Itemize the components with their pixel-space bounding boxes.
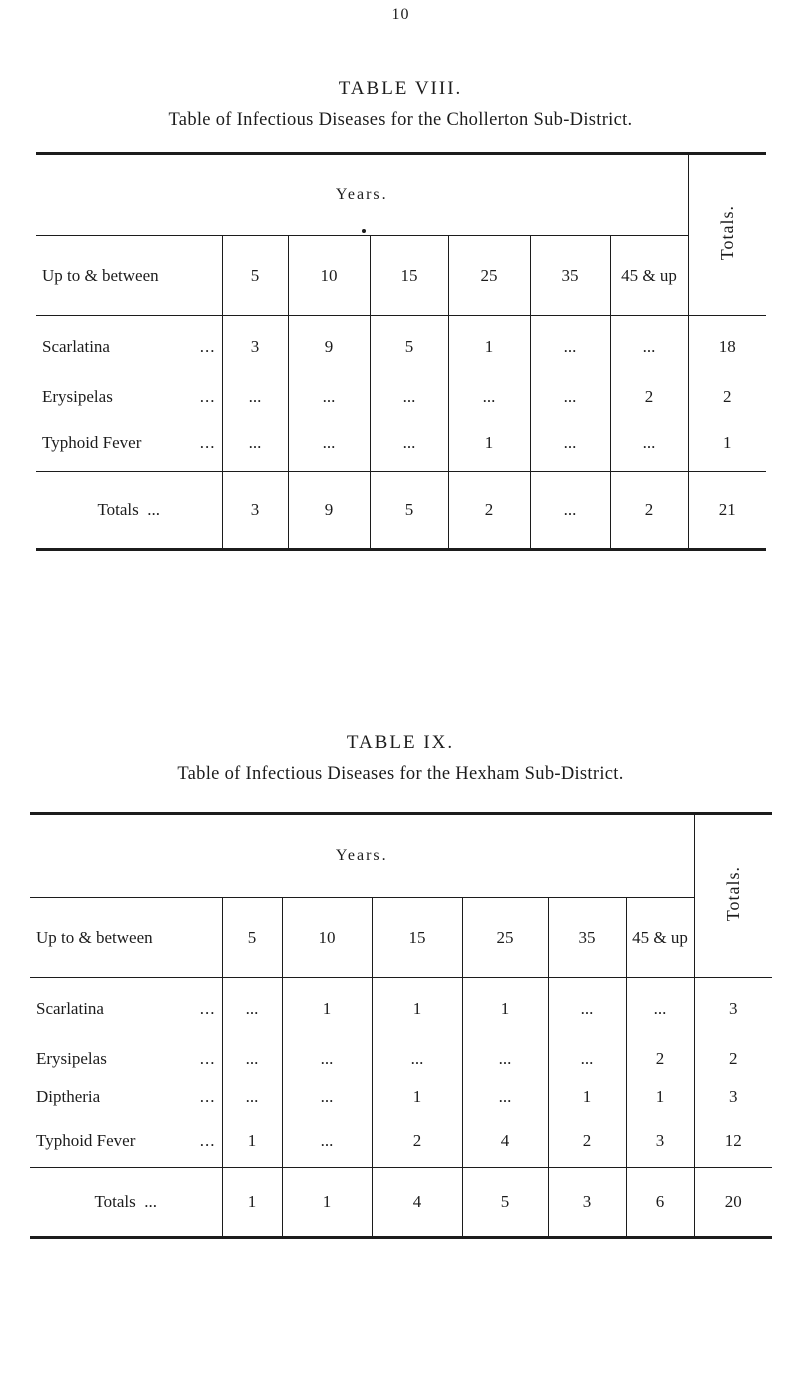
table-cell: 2 [372,1116,462,1168]
row-total: 3 [694,1078,772,1116]
table-cell: ... [222,1040,282,1078]
age-column-header: 35 [530,236,610,316]
table-cell: 1 [448,316,530,378]
table-viii-title: TABLE VIII. [338,78,463,99]
table-row [30,1078,772,1116]
disease-label: Scarlatina [42,336,110,356]
table-cell: 5 [370,316,448,378]
age-column-header: 5 [222,236,288,316]
leader-dots: ... [147,500,161,519]
table-cell: ... [530,472,610,550]
disease-label: Scarlatina [36,998,104,1018]
table-cell: ... [282,1078,372,1116]
leader-dots: ... [199,386,216,406]
table-cell: 2 [448,472,530,550]
page-number: 10 [391,6,410,23]
age-column-header: 5 [222,898,282,978]
table-cell: ... [222,416,288,472]
leader-dots: ... [199,1131,216,1151]
table-cell: ... [222,1078,282,1116]
leader-dots: ... [199,1086,216,1106]
table-viii [36,152,766,551]
column-label-header: Up to & between [30,898,222,978]
disease-label: Typhoid Fever [42,433,142,453]
leader-dots: ... [199,1048,216,1068]
table-cell: ... [372,1040,462,1078]
disease-label: Diptheria [36,1086,101,1106]
table-cell: 1 [626,1078,694,1116]
table-cell: ... [626,978,694,1040]
table-cell: ... [610,416,688,472]
age-column-header: 45 & up [626,898,694,978]
totals-header: Totals. [694,814,772,978]
age-column-header: 15 [370,236,448,316]
table-cell: ... [282,1116,372,1168]
age-column-header: 10 [282,898,372,978]
table-cell: 5 [370,472,448,550]
table-cell: ... [288,416,370,472]
table-cell: 2 [610,378,688,416]
age-column-header: 25 [462,898,548,978]
totals-label: Totals [94,1192,136,1211]
table-cell: 3 [222,316,288,378]
leader-dots: ... [144,1192,158,1211]
row-total: 3 [694,978,772,1040]
table-cell: ... [288,378,370,416]
disease-label: Erysipelas [36,1048,107,1068]
years-header: Years. [335,847,388,864]
table-cell: ... [462,1040,548,1078]
table-cell: ... [530,416,610,472]
totals-label: Totals [97,500,139,519]
row-total: 1 [688,416,766,472]
age-column-header: 35 [548,898,626,978]
leader-dots: ... [199,433,216,453]
table-cell: 6 [626,1168,694,1238]
table-cell: 9 [288,472,370,550]
table-cell: 2 [610,472,688,550]
table-cell: 4 [462,1116,548,1168]
grand-total: 21 [688,472,766,550]
totals-row [36,472,766,550]
table-cell: ... [222,978,282,1040]
table-cell: 1 [222,1168,282,1238]
table-cell: ... [222,378,288,416]
age-column-header: 10 [288,236,370,316]
table-cell: 2 [548,1116,626,1168]
table-ix [30,812,772,1239]
age-column-header: 45 & up [610,236,688,316]
table-row [36,316,766,378]
years-header: Years. [36,154,688,236]
table-cell: ... [548,978,626,1040]
table-cell: ... [370,378,448,416]
leader-dots: ... [199,998,216,1018]
table-cell: ... [370,416,448,472]
table-row [30,1040,772,1078]
table-cell: ... [610,316,688,378]
leader-dots: ... [199,336,216,356]
table-cell: 1 [462,978,548,1040]
table-cell: 1 [448,416,530,472]
age-column-header: 15 [372,898,462,978]
table-cell: 9 [288,316,370,378]
table-cell: 4 [372,1168,462,1238]
grand-total: 20 [694,1168,772,1238]
table-row [30,978,772,1040]
row-total: 2 [688,378,766,416]
table-cell: ... [548,1040,626,1078]
table-cell: 5 [462,1168,548,1238]
table-cell: ... [462,1078,548,1116]
table-cell: 3 [222,472,288,550]
row-total: 2 [694,1040,772,1078]
table-cell: 3 [548,1168,626,1238]
age-column-header: 25 [448,236,530,316]
table-cell: 1 [222,1116,282,1168]
row-total: 12 [694,1116,772,1168]
table-row [30,1116,772,1168]
table-cell: 1 [282,978,372,1040]
table-cell: ... [530,378,610,416]
table-ix-subtitle: Table of Infectious Diseases for the Hexham Sub-District. [177,764,624,784]
table-cell: 1 [282,1168,372,1238]
disease-label: Typhoid Fever [36,1131,136,1151]
table-row [36,378,766,416]
column-label-header: Up to & between [36,236,222,316]
table-cell: 1 [372,978,462,1040]
table-cell: ... [282,1040,372,1078]
table-cell: 3 [626,1116,694,1168]
row-total: 18 [688,316,766,378]
table-row [36,416,766,472]
table-cell: ... [448,378,530,416]
totals-header: Totals. [688,154,766,316]
table-cell: 2 [626,1040,694,1078]
table-ix-title: TABLE IX. [346,732,455,753]
table-cell: 1 [372,1078,462,1116]
totals-row [30,1168,772,1238]
table-cell: ... [530,316,610,378]
disease-label: Erysipelas [42,386,113,406]
table-viii-subtitle: Table of Infectious Diseases for the Chollerton Sub-District. [168,110,633,130]
table-cell: 1 [548,1078,626,1116]
